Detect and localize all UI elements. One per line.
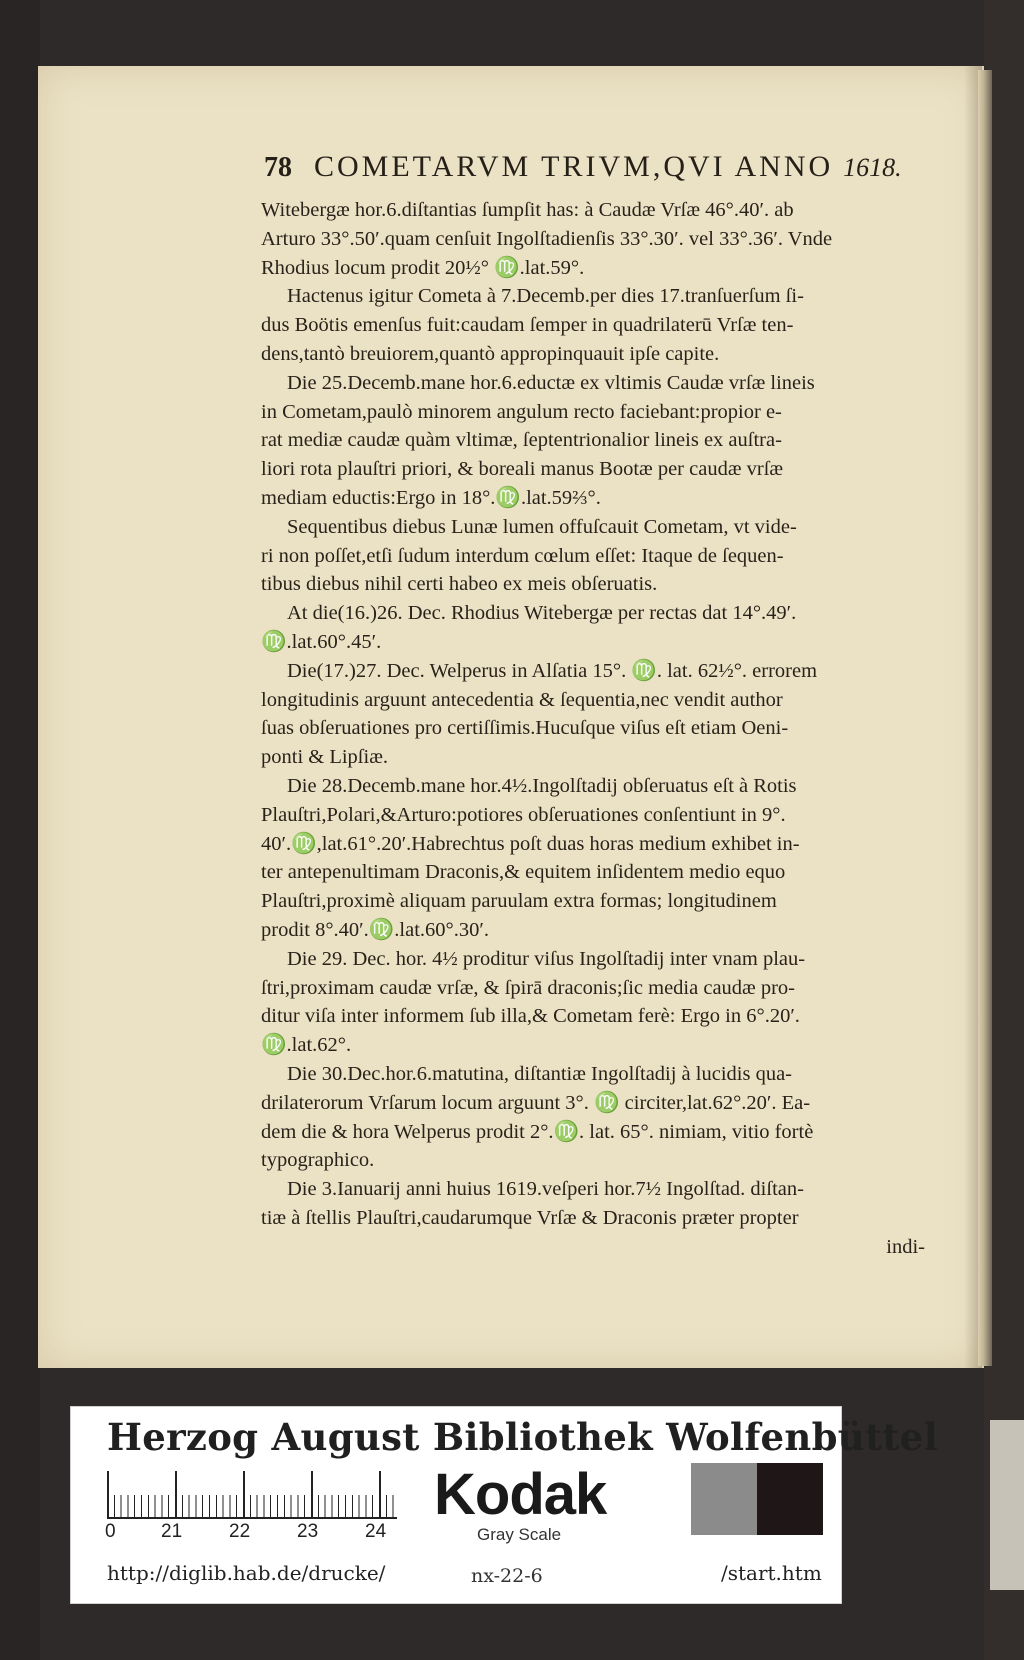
text-line: 40′.♍,lat.61°.20′.Habrechtus poſt duas horas medium exhibet in- — [261, 832, 800, 855]
ruler-label: 21 — [161, 1521, 183, 1542]
text-line: ſuas obſeruationes pro certiſſimis.Hucuſque viſus eſt etiam Oeni- — [261, 717, 789, 740]
ruler-label: 23 — [297, 1521, 319, 1542]
text-line: in Cometam,paulò minorem angulum recto faciebant:propior e- — [261, 400, 782, 423]
text-line: Hactenus igitur Cometa à 7.Decemb.per dies 17.tranſuerſum ſi- — [287, 285, 804, 308]
text-line: typographico. — [261, 1149, 375, 1172]
text-line: Die(17.)27. Dec. Welperus in Alſatia 15°. ♍. lat. 62½°. errorem — [287, 659, 818, 682]
gray-swatch — [691, 1463, 757, 1535]
running-header — [264, 150, 904, 194]
url-suffix: /start.htm — [721, 1561, 822, 1585]
body-text — [261, 196, 925, 1261]
gray-scale-label: Gray Scale — [477, 1525, 562, 1544]
text-line: Die 30.Dec.hor.6.matutina, diſtantiæ Ingolſtadij à lucidis qua- — [287, 1062, 792, 1085]
text-line: ri non poſſet,etſi ſudum interdum cœlum eſſet: Itaque de ſequen- — [261, 544, 784, 567]
text-line: Die 28.Decemb.mane hor.4½.Ingolſtadij obſeruatus eſt à Rotis — [287, 774, 797, 797]
text-line: liori rota plauſtri priori, & boreali manus Bootæ per caudæ vrſæ — [261, 458, 784, 481]
url-base: http://diglib.hab.de/drucke/ — [107, 1561, 386, 1585]
text-line: Die 3.Ianuarij anni huius 1619.veſperi hor.7½ Ingolſtad. diſtan- — [287, 1178, 804, 1201]
ruler-label: 0 — [105, 1521, 116, 1542]
text-line: Witebergæ hor.6.diſtantias ſumpſit has: à Caudæ Vrſæ 46°.40′. ab — [261, 199, 794, 221]
text-line: ter antepenultimam Draconis,& equitem inſidentem medio equo — [261, 861, 786, 884]
text-line: prodit 8°.40′.♍.lat.60°.30′. — [261, 918, 489, 941]
text-line: At die(16.)26. Dec. Rhodius Witebergæ per rectas dat 14°.49′. — [287, 602, 797, 625]
text-line: ♍.lat.62°. — [261, 1034, 352, 1057]
color-target-card — [70, 1406, 938, 1604]
text-line: ponti & Lipſiæ. — [261, 746, 388, 769]
kodak-logo: Kodak — [434, 1462, 607, 1527]
running-title: COMETARVM TRIVM,QVI ANNO — [314, 150, 834, 183]
text-line: Rhodius locum prodit 20½° ♍.lat.59°. — [261, 256, 585, 279]
text-line: dus Boötis emenſus fuit:caudam ſemper in quadrilaterū Vrſæ ten- — [261, 314, 794, 337]
text-line: Die 25.Decemb.mane hor.6.eductæ ex vltimis Caudæ vrſæ lineis — [287, 371, 815, 394]
text-line: tibus diebus nihil certi habeo ex meis obſeruatis. — [261, 573, 658, 596]
ruler-labels — [105, 1521, 415, 1545]
background-left — [0, 0, 40, 1660]
adjacent-strip — [990, 1420, 1024, 1590]
text-line: Die 29. Dec. hor. 4½ proditur viſus Ingolſtadij inter vnam plau- — [287, 947, 806, 970]
text-line: Sequentibus diebus Lunæ lumen offuſcauit Cometam, vt vide- — [287, 515, 797, 538]
text-line: dens,tantò breuiorem,quantò appropinquauit ipſe capite. — [261, 342, 720, 365]
text-line: tiæ à ſtellis Plauſtri,caudarumque Vrſæ & Draconis præter propter — [261, 1206, 799, 1229]
text-line: Plauſtri,Polari,&Arturo:potiores obſeruationes conſentiunt in 9°. — [261, 803, 786, 826]
text-line: Arturo 33°.50′.quam cenſuit Ingolſtadienſis 33°.30′. vel 33°.36′. Vnde — [261, 227, 833, 250]
text-line: rat mediæ caudæ quàm vltimæ, ſeptentrionalior lineis ex auſtra- — [261, 429, 782, 452]
text-line: longitudinis arguunt antecedentia & ſequentia,nec vendit author — [261, 688, 783, 711]
shelfmark: nx-22-6 — [471, 1565, 543, 1587]
dark-swatch — [757, 1463, 823, 1535]
library-name: Herzog August Bibliothek Wolfenbüttel — [107, 1415, 938, 1459]
text-line: ſtri,proximam caudæ vrſæ, & ſpirā draconis;ſic media caudæ pro- — [261, 976, 796, 999]
page-edge — [978, 70, 992, 1366]
text-line: ♍.lat.60°.45′. — [261, 630, 382, 653]
ruler-label: 22 — [229, 1521, 251, 1542]
running-year: 1618. — [843, 153, 902, 182]
text-line: ditur viſa inter informem ſub illa,& Cometam ferè: Ergo in 6°.20′. — [261, 1005, 800, 1028]
text-line: dem die & hora Welperus prodit 2°.♍. lat. 65°. nimiam, vitio fortè — [261, 1120, 814, 1143]
text-line: drilaterorum Vrſarum locum arguunt 3°. ♍ circiter,lat.62°.20′. Ea- — [261, 1091, 811, 1114]
scale-ruler-major-ticks — [107, 1471, 407, 1517]
page-number: 78 — [264, 152, 292, 183]
catchword: indi- — [886, 1235, 925, 1258]
text-line: mediam eductis:Ergo in 18°.♍.lat.59⅔°. — [261, 486, 601, 509]
ruler-label: 24 — [365, 1521, 387, 1542]
text-line: Plauſtri,proximè aliquam paruulam extra formas; longitudinem — [261, 890, 777, 913]
